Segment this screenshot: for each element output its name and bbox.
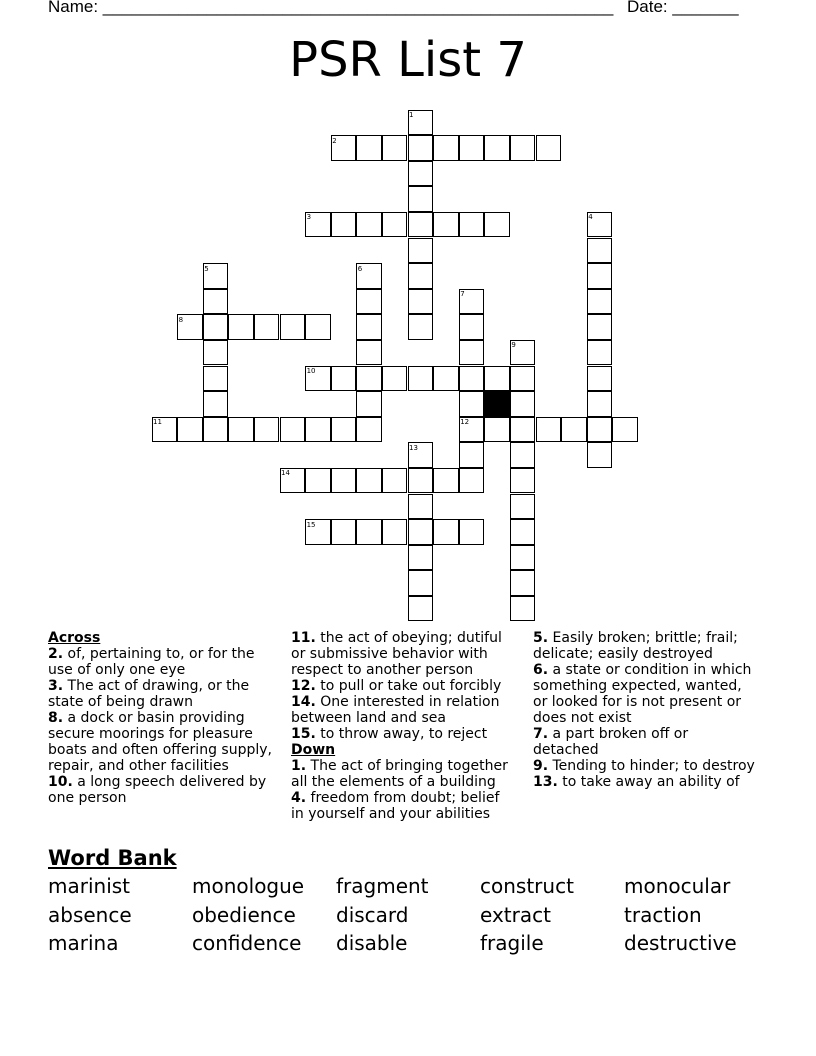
clues-column-3: [533, 630, 758, 790]
grid-cell: [408, 212, 434, 238]
grid-number: 3: [306, 213, 312, 222]
grid-cell: [459, 468, 485, 494]
grid-cell: [459, 442, 485, 468]
grid-cell: [510, 391, 536, 417]
grid-cell: [356, 135, 382, 161]
clue-number: 8.: [48, 710, 64, 726]
grid-cell: [510, 135, 536, 161]
clue-11: [291, 630, 516, 678]
grid-cell: [536, 135, 562, 161]
grid-cell: [331, 468, 357, 494]
word-bank-word: traction: [624, 903, 702, 927]
clue-12: [291, 678, 516, 694]
grid-cell: [433, 519, 459, 545]
clue-number: 7.: [533, 726, 549, 742]
grid-cell: [433, 468, 459, 494]
clue-text: Tending to hinder; to destroy: [548, 758, 755, 774]
grid-number: 14: [281, 469, 290, 478]
clue-number: 5.: [533, 630, 549, 646]
grid-cell: [203, 391, 229, 417]
grid-cell: [459, 135, 485, 161]
page-title: PSR List 7: [289, 32, 527, 88]
clue-text: to pull or take out forcibly: [315, 678, 502, 694]
clue-7: [533, 726, 758, 758]
grid-cell: [536, 417, 562, 443]
grid-cell: [356, 314, 382, 340]
word-bank-word: fragile: [480, 931, 544, 955]
grid-cell: [254, 417, 280, 443]
grid-cell: [587, 442, 613, 468]
grid-cell: [459, 212, 485, 238]
clue-15: [291, 726, 516, 742]
grid-cell: [510, 519, 536, 545]
grid-cell: [356, 366, 382, 392]
grid-cell: [177, 417, 203, 443]
grid-cell: [203, 340, 229, 366]
grid-cell: [408, 161, 434, 187]
clue-text: of, pertaining to, or for the use of only one eye: [48, 646, 255, 678]
grid-cell: [587, 366, 613, 392]
word-bank-word: confidence: [192, 931, 302, 955]
grid-cell: [408, 570, 434, 596]
clue-text: a state or condition in which something expected, wanted, or looked for is not present or does not exist: [533, 662, 752, 726]
grid-cell: [356, 391, 382, 417]
grid-cell: [510, 442, 536, 468]
grid-cell: [203, 314, 229, 340]
clues-column-2: [291, 630, 516, 822]
grid-cell: [408, 366, 434, 392]
grid-cell: [510, 468, 536, 494]
grid-number: 5: [204, 264, 209, 273]
clue-text: freedom from doubt; belief in yourself and your abilities: [291, 790, 500, 822]
word-bank-word: monologue: [192, 874, 305, 898]
grid-cell: [510, 545, 536, 571]
clue-1: [291, 758, 516, 790]
grid-cell: [408, 289, 434, 315]
grid-cell: [408, 468, 434, 494]
clue-number: 14.: [291, 694, 316, 710]
word-bank-word: marina: [48, 931, 119, 955]
grid-cell: [331, 519, 357, 545]
grid-cell: [408, 596, 434, 622]
grid-cell: [587, 238, 613, 264]
grid-number: 6: [357, 264, 363, 273]
word-bank-word: marinist: [48, 874, 131, 898]
clue-number: 15.: [291, 726, 316, 742]
clue-8: [48, 710, 273, 774]
grid-cell: [459, 366, 485, 392]
grid-cell: [382, 366, 408, 392]
clue-text: One interested in relation between land and sea: [291, 694, 500, 726]
clue-number: 11.: [291, 630, 316, 646]
grid-cell: [459, 340, 485, 366]
grid-cell: [484, 212, 510, 238]
grid-cell: [484, 417, 510, 443]
clue-text: to throw away, to reject: [315, 726, 488, 742]
clue-text: to take away an ability of: [557, 774, 740, 790]
grid-cell: [587, 314, 613, 340]
clue-9: [533, 758, 758, 774]
grid-cell: [382, 468, 408, 494]
clue-text: a part broken off or detached: [533, 726, 689, 758]
grid-cell: [433, 212, 459, 238]
clue-5: [533, 630, 758, 662]
grid-cell: [203, 417, 229, 443]
grid-cell: [356, 468, 382, 494]
clue-text: a long speech delivered by one person: [48, 774, 267, 806]
grid-number: 1: [409, 111, 414, 119]
grid-cell: [587, 289, 613, 315]
across-heading: Across: [48, 630, 101, 646]
grid-cell: [305, 468, 331, 494]
grid-cell: [433, 366, 459, 392]
clue-2: [48, 646, 273, 678]
clue-text: a dock or basin providing secure moorings for pleasure boats and often offering supply, repair, and other facilities: [48, 710, 272, 774]
clue-number: 4.: [291, 790, 307, 806]
grid-cell: [203, 366, 229, 392]
word-bank-word: fragment: [336, 874, 429, 898]
clue-6: [533, 662, 758, 726]
grid-cell: [587, 391, 613, 417]
clue-number: 3.: [48, 678, 64, 694]
grid-cell: [408, 494, 434, 520]
grid-cell: [484, 135, 510, 161]
grid-number: 9: [511, 341, 516, 350]
grid-number: 13: [409, 443, 418, 452]
clue-13: [533, 774, 758, 790]
grid-cell: [510, 570, 536, 596]
clue-text: the act of obeying; dutiful or submissive behavior with respect to another person: [291, 630, 502, 678]
word-bank-word: destructive: [624, 931, 737, 955]
grid-number: 7: [460, 290, 465, 299]
date-label: Date: _______: [627, 0, 739, 16]
clue-4: [291, 790, 516, 822]
grid-cell: [587, 263, 613, 289]
grid-cell: [510, 494, 536, 520]
down-heading: Down: [291, 742, 336, 758]
grid-cell: [484, 366, 510, 392]
clue-number: 1.: [291, 758, 307, 774]
clue-number: 10.: [48, 774, 73, 790]
clue-number: 13.: [533, 774, 558, 790]
grid-cell: [408, 545, 434, 571]
grid-cell: [408, 186, 434, 212]
grid-cell: [382, 212, 408, 238]
clue-number: 12.: [291, 678, 316, 694]
grid-number: 12: [460, 418, 470, 427]
grid-cell: [331, 417, 357, 443]
grid-cell: [356, 417, 382, 443]
grid-cell: [356, 519, 382, 545]
grid-cell: [305, 417, 331, 443]
grid-number: 15: [306, 520, 316, 529]
grid-cell: [356, 289, 382, 315]
grid-cell: [433, 135, 459, 161]
grid-cell: [408, 314, 434, 340]
grid-cell: [305, 314, 331, 340]
grid-cell: [356, 340, 382, 366]
word-bank-word: absence: [48, 903, 132, 927]
clue-number: 2.: [48, 646, 64, 662]
grid-cell: [356, 212, 382, 238]
grid-cell: [280, 417, 306, 443]
clue-text: The act of bringing together all the elements of a building: [291, 758, 508, 790]
clue-number: 6.: [533, 662, 549, 678]
clue-text: The act of drawing, or the state of being drawn: [48, 678, 250, 710]
word-bank-word: monocular: [624, 874, 731, 898]
grid-cell: [459, 314, 485, 340]
grid-cell-black: [484, 391, 510, 417]
clues-column-1: [48, 630, 273, 806]
grid-cell: [280, 314, 306, 340]
word-bank-word: obedience: [192, 903, 296, 927]
grid-cell: [510, 417, 536, 443]
word-bank-word: extract: [480, 903, 551, 927]
grid-cell: [587, 340, 613, 366]
name-label: Name: ______________________________________________________: [48, 0, 614, 16]
grid-cell: [382, 135, 408, 161]
clue-10: [48, 774, 273, 806]
word-bank-word: disable: [336, 931, 408, 955]
grid-cell: [382, 519, 408, 545]
word-bank-word: discard: [336, 903, 409, 927]
word-bank-title: Word Bank: [48, 846, 177, 870]
clue-number: 9.: [533, 758, 549, 774]
grid-cell: [510, 366, 536, 392]
grid-cell: [254, 314, 280, 340]
grid-cell: [459, 391, 485, 417]
clue-14: [291, 694, 516, 726]
grid-cell: [459, 519, 485, 545]
grid-cell: [331, 366, 357, 392]
grid-number: 11: [153, 418, 162, 427]
grid-cell: [228, 314, 254, 340]
grid-number: 2: [332, 136, 337, 145]
grid-cell: [510, 596, 536, 622]
grid-cell: [561, 417, 587, 443]
clue-text: Easily broken; brittle; frail; delicate; easily destroyed: [533, 630, 738, 662]
grid-cell: [587, 417, 613, 443]
grid-number: 8: [178, 315, 184, 324]
grid-cell: [408, 238, 434, 264]
grid-cell: [228, 417, 254, 443]
word-bank-word: construct: [480, 874, 574, 898]
grid-cell: [612, 417, 638, 443]
grid-cell: [408, 519, 434, 545]
grid-cell: [408, 263, 434, 289]
clue-3: [48, 678, 273, 710]
grid-cell: [408, 135, 434, 161]
grid-number: 10: [306, 367, 316, 375]
grid-number: 4: [588, 213, 593, 222]
grid-cell: [331, 212, 357, 238]
grid-cell: [203, 289, 229, 315]
